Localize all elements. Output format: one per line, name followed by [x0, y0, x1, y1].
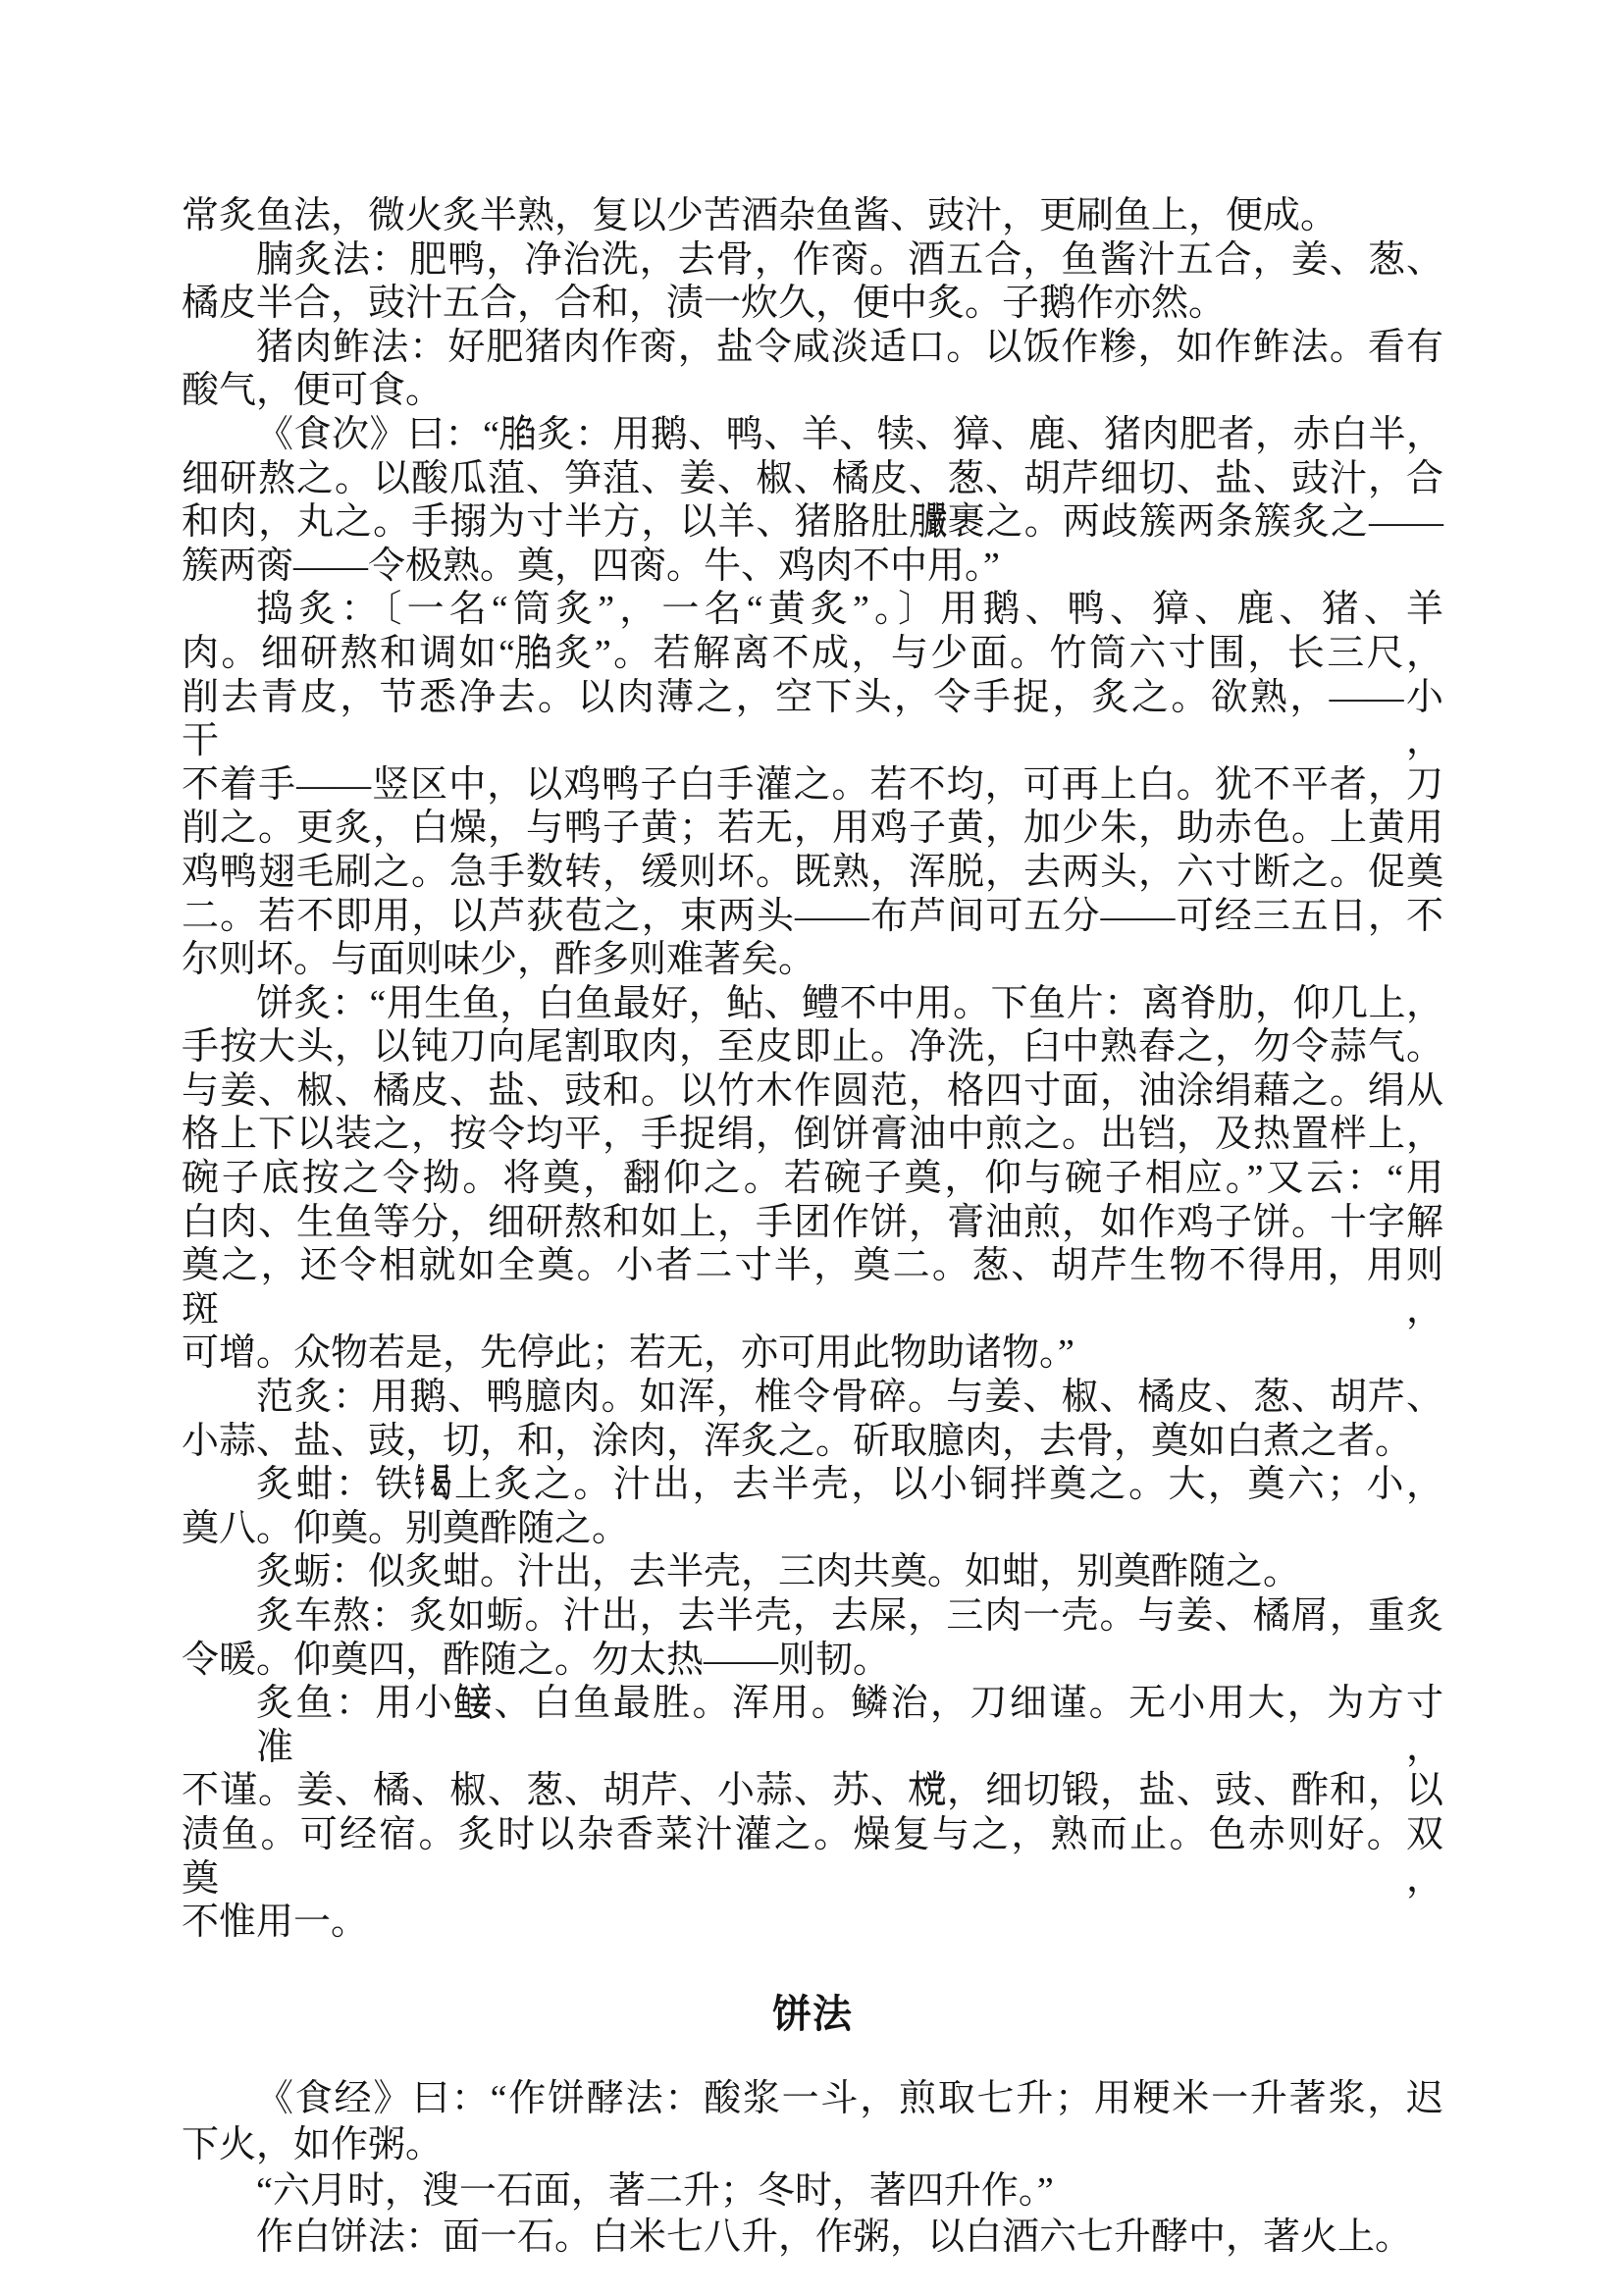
text-line — [182, 1244, 1443, 1331]
text-line — [182, 1025, 1443, 1069]
text-line — [182, 807, 1443, 851]
text-run: 常炙鱼法，微火炙半熟，复以少苦酒杂鱼酱、豉汁，更刷鱼上，便成。 — [182, 195, 1338, 236]
text-line — [182, 1201, 1443, 1245]
text-run: 《食经》曰：“作饼酵法：酸浆一斗，煎取七升；用粳米一升著浆，迟 — [256, 2077, 1443, 2119]
text-run: 橘皮半合，豉汁五合，合和，渍一炊久，便中炙。子鹅作亦然。 — [182, 283, 1227, 325]
rare-cjk-glyph: 月嚴 — [909, 501, 947, 544]
text-line — [182, 2215, 1443, 2261]
text-line — [182, 326, 1443, 370]
text-line — [182, 500, 1443, 545]
text-run: 尔则坏。与面则味少，酢多则难著矣。 — [182, 939, 816, 981]
text-run: 白肉、生鱼等分，细研熬和如上，手团作饼，膏油煎，如作鸡子饼。十字解 — [182, 1201, 1443, 1243]
text-line — [182, 938, 1443, 982]
text-run: 碗子底按之令拗。将奠，翻仰之。若碗子奠，仰与碗子相应。”又云：“用 — [182, 1158, 1443, 1200]
text-run: 范炙：用鹅、鸭臆肉。如浑，椎令骨碎。与姜、椒、橘皮、葱、胡芹、 — [256, 1377, 1443, 1419]
text-line — [182, 457, 1443, 501]
text-run: 捣炙：〔一名“筒炙”，一名“黄炙”。〕用鹅、鸭、獐、鹿、猪、羊 — [256, 589, 1443, 631]
text-line — [182, 632, 1443, 676]
text-run: 奠八。仰奠。别奠酢随之。 — [182, 1507, 630, 1549]
text-run: 簇两脔——令极熟。奠，四脔。牛、鸡肉不中用。” — [182, 545, 1000, 587]
text-run: “六月时，溲一石面，著二升；冬时，著四升作。” — [256, 2169, 1054, 2212]
text-line — [182, 413, 1443, 457]
text-line — [182, 545, 1443, 589]
text-run: 不谨。姜、橘、椒、葱、胡芹、小蒜、苏、 — [182, 1770, 909, 1812]
text-line — [182, 588, 1443, 632]
text-line — [182, 1639, 1443, 1683]
text-line — [182, 2122, 1443, 2168]
text-run: 炙鱼：用小 — [256, 1683, 455, 1725]
text-run: 炙蛎：似炙蚶。汁出，去半壳，三肉共奠。如蚶，别奠酢随之。 — [256, 1551, 1301, 1593]
text-line — [182, 1157, 1443, 1201]
text-line — [182, 1901, 1443, 1945]
text-line — [182, 1594, 1443, 1639]
rare-cjk-glyph: 月臽 — [515, 632, 553, 674]
rare-cjk-glyph: 鱼妾 — [454, 1683, 493, 1725]
text-line — [182, 2076, 1443, 2122]
text-run: 肉。细研熬和调如“ — [182, 632, 516, 674]
text-run: 可增。众物若是，先停此；若无，亦可用此物助诸物。” — [182, 1332, 1074, 1375]
text-run: 裹之。两歧簇两条簇炙之—— — [946, 501, 1443, 544]
text-run: 炙”。若解离不成，与少面。竹筒六寸围，长三尺， — [552, 632, 1444, 674]
text-line — [182, 1550, 1443, 1594]
text-run: 炙蚶：铁 — [256, 1464, 415, 1506]
text-run: 下火，如作粥。 — [182, 2123, 444, 2165]
rare-cjk-glyph: 木党 — [909, 1770, 946, 1812]
text-run: 手按大头，以钝刀向尾割取肉，至皮即止。净洗，臼中熟舂之，勿令蒜气。 — [182, 1026, 1443, 1069]
text-run: 削去青皮，节悉净去。以肉薄之，空下头，令手捉，炙之。欲熟，——小干， — [182, 676, 1443, 762]
text-run: 和肉，丸之。手搦为寸半方，以羊、猪胳肚 — [182, 501, 910, 544]
text-run: 不惟用一。 — [182, 1902, 369, 1944]
text-run: 二。若不即用，以芦荻苞之，束两头——布芦间可五分——可经三五日，不 — [182, 895, 1443, 937]
text-run: 与姜、椒、橘皮、盐、豉和。以竹木作圆范，格四寸面，油涂绢藉之。绢从 — [182, 1069, 1443, 1112]
text-line — [182, 676, 1443, 763]
text-run: 不着手——竖区中，以鸡鸭子白手灌之。若不均，可再上白。犹不平者，刀 — [182, 763, 1443, 806]
text-line — [182, 2168, 1443, 2215]
text-line — [182, 1376, 1443, 1420]
text-line — [182, 1682, 1443, 1769]
text-line — [182, 1463, 1443, 1507]
text-run: 炙车熬：炙如蛎。汁出，去半壳，去屎，三肉一壳。与姜、橘屑，重炙 — [256, 1595, 1443, 1637]
text-line — [182, 1769, 1443, 1813]
text-line — [182, 1069, 1443, 1114]
text-line — [182, 851, 1443, 895]
text-line — [182, 282, 1443, 326]
document-body — [182, 194, 1443, 2261]
text-line — [182, 1813, 1443, 1901]
text-line — [182, 1420, 1443, 1464]
section-roasting-methods-text — [182, 194, 1443, 1945]
text-run: 上炙之。汁出，去半壳，以小铜拌奠之。大，奠六；小， — [451, 1464, 1443, 1506]
text-run: 腩炙法：肥鸭，净治洗，去骨，作脔。酒五合，鱼酱汁五合，姜、葱、 — [256, 238, 1443, 281]
text-run: 作白饼法：面一石。白米七八升，作粥，以白酒六七升酵中，著火上。 — [256, 2216, 1413, 2258]
text-line — [182, 1507, 1443, 1551]
text-run: 猪肉鲊法：好肥猪肉作脔，盐令咸淡适口。以饭作糁，如作鲊法。看有 — [256, 326, 1443, 368]
text-run: 渍鱼。可经宿。炙时以杂香菜汁灌之。燥复与之，熟而止。色赤则好。双奠， — [182, 1813, 1443, 1900]
text-line — [182, 1113, 1443, 1157]
text-run: 令暖。仰奠四，酢随之。勿太热——则韧。 — [182, 1639, 891, 1681]
rare-cjk-glyph: 钅曷 — [414, 1464, 452, 1506]
text-run: 削之。更炙，白燥，与鸭子黄；若无，用鸡子黄，加少朱，助赤色。上黄用 — [182, 808, 1443, 850]
text-run: 细研熬之。以酸瓜菹、笋菹、姜、椒、橘皮、葱、胡芹细切、盐、豉汁，合 — [182, 457, 1443, 499]
text-line — [182, 369, 1443, 413]
text-run: 饼炙：“用生鱼，白鱼最好，鲇、鳢不中用。下鱼片：离脊肋，仰几上， — [256, 982, 1443, 1024]
text-line — [182, 763, 1443, 808]
rare-cjk-glyph: 月臽 — [498, 413, 537, 455]
text-run: 鸡鸭翅毛刷之。急手数转，缓则坏。既熟，浑脱，去两头，六寸断之。促奠 — [182, 851, 1443, 893]
text-run: 小蒜、盐、豉，切，和，涂肉，浑炙之。斫取臆肉，去骨，奠如白煮之者。 — [182, 1420, 1413, 1462]
text-line — [182, 895, 1443, 939]
text-run: 酸气，便可食。 — [182, 370, 444, 412]
text-run: ，细切锻，盐、豉、酢和，以 — [945, 1770, 1443, 1812]
text-line — [182, 238, 1443, 283]
text-run: 、白鱼最胜。浑用。鳞治，刀细谨。无小用大，为方寸准， — [256, 1683, 1443, 1768]
text-run: 奠之，还令相就如全奠。小者二寸半，奠二。葱、胡芹生物不得用，用则斑， — [182, 1245, 1443, 1330]
section-heading: 饼法 — [772, 1991, 853, 2036]
text-run: 炙：用鹅、鸭、羊、犊、獐、鹿、猪肉肥者，赤白半， — [536, 413, 1443, 455]
text-line — [182, 982, 1443, 1026]
text-run: 格上下以装之，按令均平，手捉绢，倒饼膏油中煎之。出铛，及热置柈上， — [182, 1114, 1443, 1156]
text-run: 《食次》曰：“ — [256, 413, 499, 455]
text-line — [182, 1331, 1443, 1376]
section-bread-methods-text — [182, 2076, 1443, 2261]
text-line — [182, 194, 1443, 238]
